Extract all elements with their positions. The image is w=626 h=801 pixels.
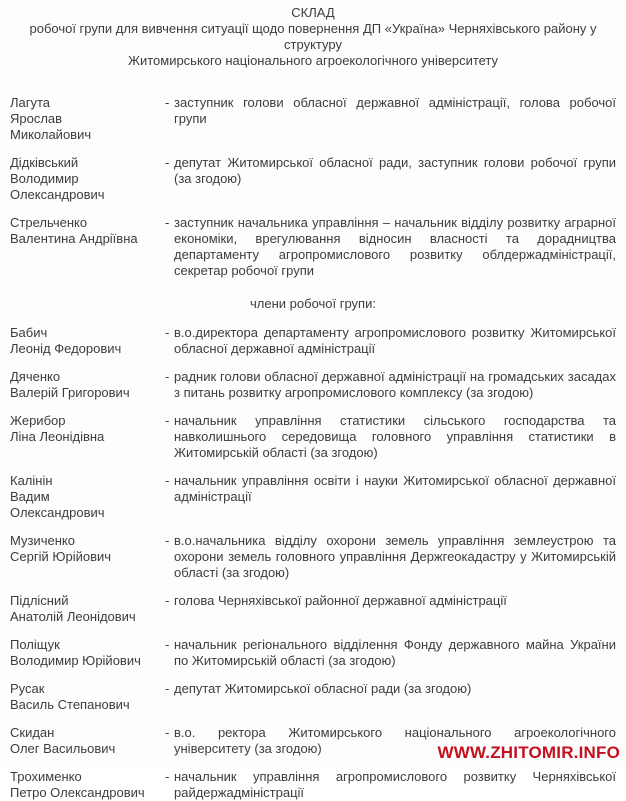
list-dash: -: [165, 95, 170, 110]
member-row: [10, 533, 616, 581]
member-role: в.о.директора департаменту агропромислового розвитку Житомирської обласної державної адміністрації: [174, 325, 616, 356]
member-role-cell: [165, 533, 616, 581]
member-list: [10, 95, 616, 801]
member-role-cell: [165, 369, 616, 401]
member-role: депутат Житомирської обласної ради (за згодою): [174, 681, 472, 696]
list-dash: -: [165, 215, 170, 230]
member-row: [10, 681, 616, 713]
member-surname: Калінін: [10, 473, 53, 488]
member-row: [10, 593, 616, 625]
list-dash: -: [165, 533, 170, 548]
members-section-heading: члени робочої групи:: [250, 296, 376, 311]
member-row: [10, 637, 616, 669]
member-given-name: Ярослав Миколайович: [10, 111, 92, 142]
list-dash: -: [165, 369, 170, 384]
document-title: СКЛАД: [291, 5, 335, 20]
member-name: [10, 769, 145, 801]
member-given-name: Валерій Григорович: [10, 385, 130, 400]
member-role-cell: [165, 473, 616, 505]
member-surname: Дяченко: [10, 369, 61, 384]
member-given-name: Леонід Федорович: [10, 341, 122, 356]
member-role: начальник управління освіти і науки Житомирської обласної державної адміністрації: [174, 473, 616, 504]
list-dash: -: [165, 325, 170, 340]
member-row: [10, 155, 616, 203]
member-given-name: Петро Олександрович: [10, 785, 145, 800]
member-row: [10, 769, 616, 801]
member-role: начальник управління статистики сільського господарства та навколишнього середовища головного управління статистики в Житомирській області (за згодою): [174, 413, 616, 460]
member-surname: Поліщук: [10, 637, 60, 652]
member-row: [10, 215, 616, 279]
member-name: [10, 533, 145, 565]
member-role-cell: [165, 637, 616, 669]
member-surname: Трохименко: [10, 769, 82, 784]
member-row: [10, 473, 616, 521]
member-role: заступник голови обласної державної адміністрації, голова робочої групи: [174, 95, 616, 126]
member-role-cell: [165, 155, 616, 187]
list-dash: -: [165, 473, 170, 488]
member-given-name: Володимир Олександрович: [10, 171, 105, 202]
member-role: в.о.начальника відділу охорони земель управління землеустрою та охорони земель головного управління Держгеокадастру у Житомирській області (за згодою): [174, 533, 616, 580]
list-dash: -: [165, 593, 170, 608]
member-role: депутат Житомирської обласної ради, заступник голови робочої групи (за згодою): [174, 155, 616, 186]
member-role-cell: [165, 325, 616, 357]
member-name: [10, 637, 145, 669]
document-header: [10, 5, 616, 69]
member-surname: Жерибор: [10, 413, 66, 428]
member-name: [10, 725, 145, 757]
member-row: [10, 413, 616, 461]
member-name: [10, 95, 145, 143]
member-surname: Лагута: [10, 95, 51, 110]
member-row: [10, 325, 616, 357]
member-name: [10, 215, 145, 247]
member-surname: Підлісний: [10, 593, 69, 608]
member-name: [10, 473, 145, 521]
list-dash: -: [165, 725, 170, 740]
member-role-cell: [165, 215, 616, 279]
list-dash: -: [165, 769, 170, 784]
member-role: радник голови обласної державної адміністрації на громадських засадах з питань розвитку агропромислового комплексу (за згодою): [174, 369, 616, 400]
member-role: в.о. ректора Житомирського національного агроекологічного університету (за згодою): [174, 725, 616, 756]
member-name: [10, 369, 145, 401]
member-role: голова Черняхівської районної державної адміністрації: [174, 593, 507, 608]
member-role-cell: [165, 681, 616, 697]
member-given-name: Олег Васильович: [10, 741, 116, 756]
member-role: начальник управління агропромислового розвитку Черняхівської райдержадміністрації: [174, 769, 616, 800]
member-surname: Скидан: [10, 725, 55, 740]
member-given-name: Василь Степанович: [10, 697, 130, 712]
member-name: [10, 155, 145, 203]
site-watermark: WWW.ZHITOMIR.INFO: [437, 743, 620, 762]
list-dash: -: [165, 681, 170, 696]
member-role-cell: [165, 593, 616, 609]
member-surname: Дідківський: [10, 155, 79, 170]
member-name: [10, 593, 145, 625]
member-name: [10, 681, 145, 713]
member-role-cell: [165, 413, 616, 461]
list-dash: -: [165, 637, 170, 652]
member-given-name: Ліна Леонідівна: [10, 429, 105, 444]
member-given-name: Володимир Юрійович: [10, 653, 141, 668]
member-role-cell: [165, 769, 616, 801]
member-row: [10, 95, 616, 143]
member-surname: Музиченко: [10, 533, 75, 548]
member-role-cell: [165, 95, 616, 127]
member-given-name: Анатолій Леонідович: [10, 609, 136, 624]
member-role: начальник регіонального відділення Фонду державного майна України по Житомирській області (за згодою): [174, 637, 616, 668]
member-surname: Русак: [10, 681, 45, 696]
member-given-name: Вадим Олександрович: [10, 489, 105, 520]
member-row: [10, 369, 616, 401]
member-given-name: Сергій Юрійович: [10, 549, 112, 564]
member-surname: Стрельченко: [10, 215, 88, 230]
member-role: заступник начальника управління – начальник відділу розвитку аграрної економіки, врегулювання відносин власності та дорадництва департаменту агропромислового розвитку облдержадміністрації, секретар робочої групи: [174, 215, 616, 278]
member-name: [10, 413, 145, 445]
document-subtitle-line1: робочої групи для вивчення ситуації щодо повернення ДП «Україна» Черняхівського району у структуру: [29, 21, 597, 52]
member-surname: Бабич: [10, 325, 48, 340]
list-dash: -: [165, 413, 170, 428]
member-name: [10, 325, 145, 357]
member-given-name: Валентина Андріївна: [10, 231, 138, 246]
document-subtitle-line2: Житомирського національного агроекологічного університету: [127, 53, 499, 68]
list-dash: -: [165, 155, 170, 170]
